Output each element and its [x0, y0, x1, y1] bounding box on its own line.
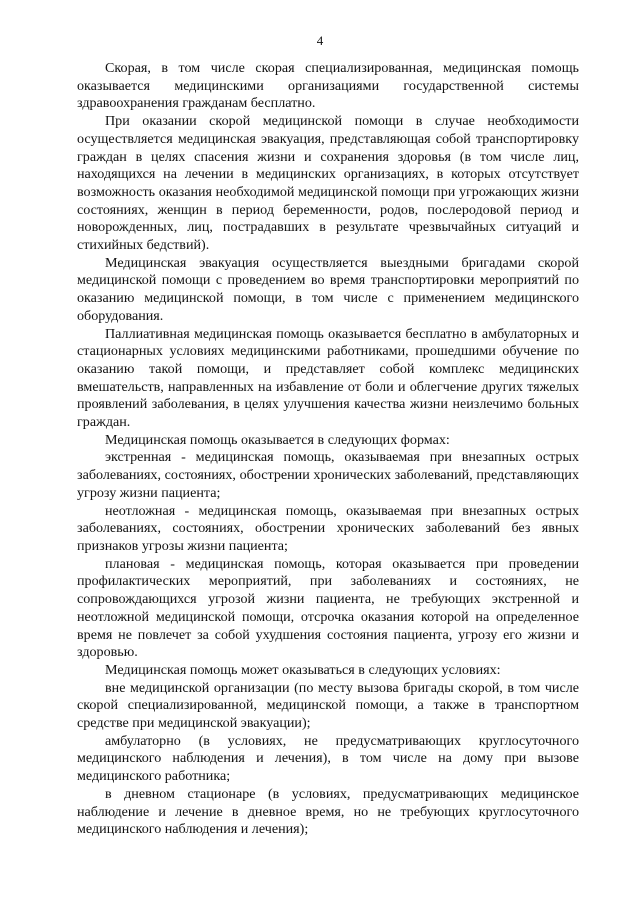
paragraph-condition-day-hospital: в дневном стационаре (в условиях, предусматривающих медицинское наблюдение и лечение в дневное время, но не требующих круглосуточного медицинского наблюдения и лечения); [77, 785, 579, 838]
paragraph-forms-heading: Медицинская помощь оказывается в следующих формах: [105, 431, 450, 448]
page-number: 4 [316, 33, 324, 48]
paragraph-form-planned: плановая - медицинская помощь, которая оказывается при проведении профилактических мероприятий, при заболеваниях и состояниях, не сопровождающихся угрозой жизни пациента, не требующих экстренной и неотложной медицинской помощи, отсрочка оказания которой на определенное время не повлечет за собой ухудшения состояния пациента, угрозу его жизни и здоровью. [77, 555, 579, 661]
document-body [77, 60, 579, 839]
paragraph-conditions-heading: Медицинская помощь может оказываться в следующих условиях: [105, 661, 501, 678]
paragraph-evacuation-teams: Медицинская эвакуация осуществляется выездными бригадами скорой медицинской помощи с проведением во время транспортировки мероприятий по оказанию медицинской помощи, в том числе с применением медицинского оборудования. [77, 254, 579, 324]
paragraph-form-urgent: неотложная - медицинская помощь, оказываемая при внезапных острых заболеваниях, состояниях, обострении хронических заболеваний без явных признаков угрозы жизни пациента; [77, 502, 579, 554]
paragraph-form-emergency: экстренная - медицинская помощь, оказываемая при внезапных острых заболеваниях, состояниях, обострении хронических заболеваний, представляющих угрозу жизни пациента; [77, 449, 579, 501]
paragraph-condition-outpatient: амбулаторно (в условиях, не предусматривающих круглосуточного медицинского наблюдения и лечения), в том числе на дому при вызове медицинского работника; [77, 732, 579, 785]
paragraph-medical-evacuation: При оказании скорой медицинской помощи в случае необходимости осуществляется медицинская эвакуация, представляющая собой транспортировку граждан в целях спасения жизни и сохранения здоровья (в том числе лиц, находящихся на лечении в медицинских организациях, в которых отсутствует возможность оказания необходимой медицинской помощи при угрожающих жизни состояниях, женщин в период беременности, родов, послеродовой период и новорожденных, лиц, пострадавших в результате чрезвычайных ситуаций и стихийных бедствий). [77, 113, 579, 254]
paragraph-palliative-care: Паллиативная медицинская помощь оказывается бесплатно в амбулаторных и стационарных условиях медицинскими работниками, прошедшими обучение по оказанию такой помощи, и представляет собой комплекс медицинских вмешательств, направленных на избавление от боли и облегчение других тяжелых проявлений заболевания, в целях улучшения качества жизни неизлечимо больных граждан. [77, 325, 579, 431]
paragraph-condition-outside: вне медицинской организации (по месту вызова бригады скорой, в том числе скорой специализированной, медицинской помощи, а также в транспортном средстве при медицинской эвакуации); [77, 679, 579, 732]
paragraph-ambulance-free: Скорая, в том числе скорая специализированная, медицинская помощь оказывается медицинскими организациями государственной системы здравоохранения гражданам бесплатно. [77, 60, 579, 112]
